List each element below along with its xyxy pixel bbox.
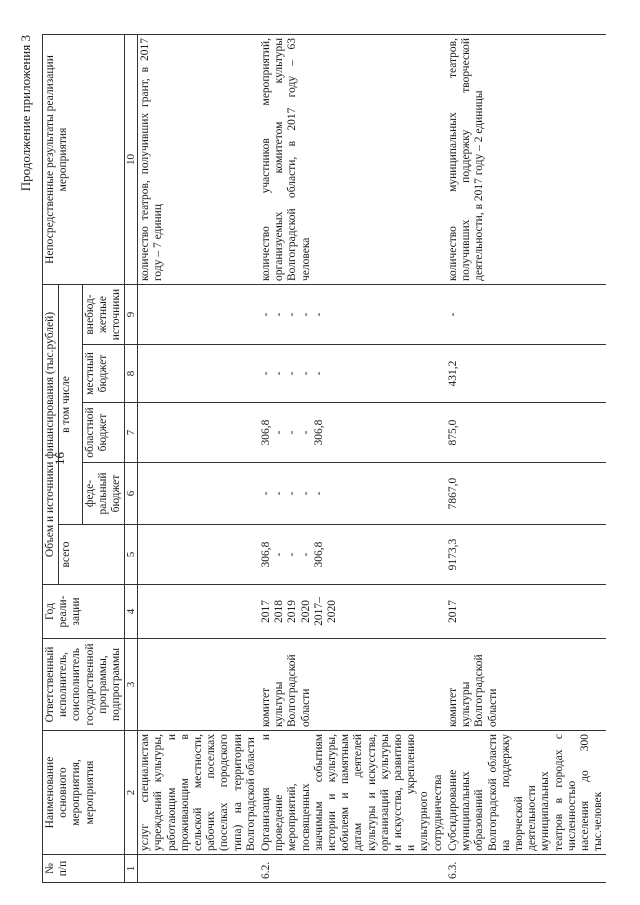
row-regional: 875,0 [446, 403, 606, 463]
row-result: количество муниципальных театров, получивших поддержку творческой деятельности, в 2017 году – 2 единицы [446, 35, 606, 285]
row-local: 431,2 [446, 345, 606, 403]
row-local: - - - - - [259, 345, 446, 403]
continuation-title: Продолжение приложения 3 [18, 35, 33, 192]
header-no: № п/п [43, 855, 125, 883]
header-results: Непосредственные результаты реализации мероприятия [43, 35, 125, 285]
col-number: 4 [125, 585, 138, 639]
row-years: 2017 [446, 585, 606, 639]
col-number: 10 [125, 35, 138, 285]
header-funding: Объем и источники финансирования (тыс.рублей) [43, 285, 59, 585]
header-name: Наименование основного мероприятия, мероприятия [43, 731, 125, 855]
col-number: 3 [125, 639, 138, 731]
table-row [138, 35, 259, 883]
row-extra: - - - - - [259, 285, 446, 345]
header-extra: внебюд-жетные источники [82, 285, 125, 345]
page-number: 16 [52, 452, 67, 465]
row-federal [138, 463, 259, 525]
row-local [138, 345, 259, 403]
col-number: 1 [125, 855, 138, 883]
row-no [138, 855, 259, 883]
header-incl: в том числе [59, 285, 82, 525]
col-number: 8 [125, 345, 138, 403]
row-result: количество участников мероприятий, организуемых комитетом культуры Волгоградской области, в 2017 году – 63 человека [259, 35, 446, 285]
table-row [259, 35, 446, 883]
row-name: Организация и проведение мероприятий, посвященных значимым событиям истории и культуры, юбилеям и памятным датам деятелей культуры и искусства, организаций культуры и искусства, развитию и укреплению культурного сотрудничества [259, 731, 446, 855]
row-regional [138, 403, 259, 463]
header-year: Год реали-зации [43, 585, 125, 639]
row-name: Субсидирование муниципальных образований Волгоградской области на поддержку творческой деятельности муниципальных театров в городах с численностью населения до 300 тыс.человек [446, 731, 606, 855]
row-responsible [138, 639, 259, 731]
header-responsible: Ответственный исполнитель, соисполнитель государственной программы, подпрограммы [43, 639, 125, 731]
col-number: 5 [125, 525, 138, 585]
header-total: всего [59, 525, 125, 585]
col-number: 2 [125, 731, 138, 855]
row-name: услуг специалистам учреждений культуры, работающим и проживающим в сельской местности, рабочих поселках (поселках городского типа) на территории Волгоградской области [138, 731, 259, 855]
col-number: 7 [125, 403, 138, 463]
row-total: 306,8 - - - 306,8 [259, 525, 446, 585]
table-row [446, 35, 606, 883]
header-regional: областной бюджет [82, 403, 125, 463]
row-extra [138, 285, 259, 345]
row-responsible: комитет культуры Волгоградской области [446, 639, 606, 731]
row-federal: 7867,0 [446, 463, 606, 525]
row-regional: 306,8 - - - 306,8 [259, 403, 446, 463]
row-federal: - - - - - [259, 463, 446, 525]
row-result: количество театров, получивших грант, в 2017 году – 7 единиц [138, 35, 259, 285]
header-federal: феде-ральный бюджет [82, 463, 125, 525]
row-responsible: комитет культуры Волгоградской области [259, 639, 446, 731]
col-number: 6 [125, 463, 138, 525]
header-local: местный бюджет [82, 345, 125, 403]
row-years [138, 585, 259, 639]
col-number: 9 [125, 285, 138, 345]
row-total: 9173,3 [446, 525, 606, 585]
row-years: 2017 2018 2019 2020 2017–2020 [259, 585, 446, 639]
row-total [138, 525, 259, 585]
program-table [42, 34, 606, 883]
row-no: 6.2. [259, 855, 446, 883]
row-extra: - [446, 285, 606, 345]
row-no: 6.3. [446, 855, 606, 883]
